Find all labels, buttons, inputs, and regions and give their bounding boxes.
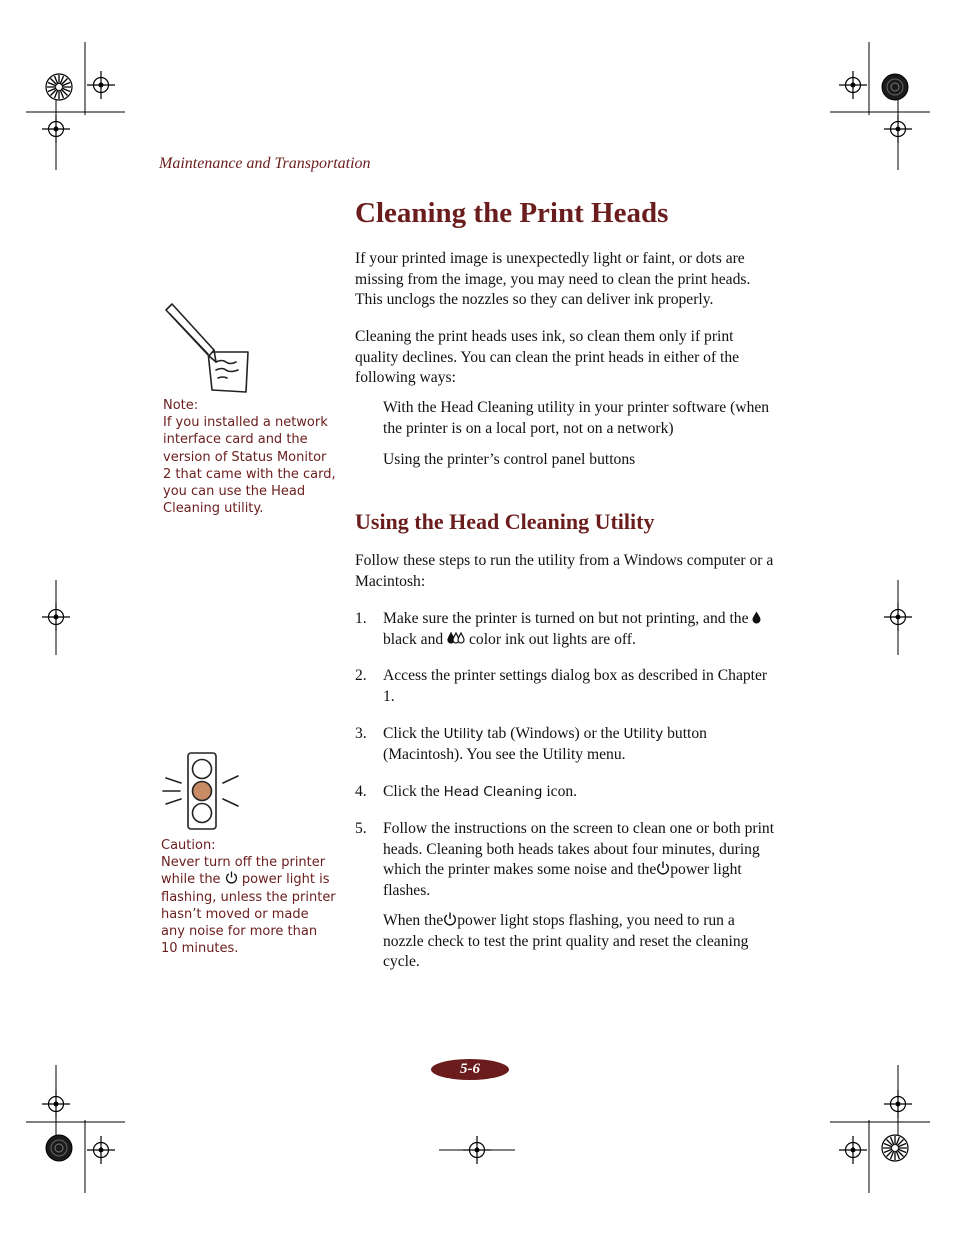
- step-3-part-c: button (Macintosh). You see the Utility menu.: [383, 725, 707, 763]
- way-item-1: With the Head Cleaning utility in your printer software (when the printer is on a local port, not on a network): [383, 399, 770, 437]
- section-heading: Using the Head Cleaning Utility: [355, 509, 655, 534]
- caution-text: [161, 854, 336, 957]
- step-number-3: 3.: [355, 725, 367, 742]
- step-4-part-a: Click the: [383, 783, 440, 800]
- note-label: Note:: [163, 398, 199, 413]
- power-icon: [656, 861, 670, 875]
- caution-part-a: Never turn off the printer while the: [161, 855, 326, 888]
- intro-paragraph-2: Cleaning the print heads uses ink, so clean them only if print quality declines. You can clean the print heads in either of the following ways:: [355, 328, 740, 386]
- step-4-part-b: icon.: [546, 783, 578, 800]
- step-5-part-b: power light flashes.: [383, 861, 742, 899]
- step-5-text: [383, 819, 778, 901]
- step-1-part-c: color ink out lights are off.: [469, 630, 636, 648]
- page-number-badge: 5-6: [431, 1059, 509, 1080]
- caution-part-b: power light is flashing, unless the printer hasn’t moved or made any noise for more than 10 minutes.: [161, 872, 336, 957]
- head-cleaning-icon-label: Head Cleaning: [443, 784, 543, 800]
- utility-tab-label: Utility: [443, 726, 484, 742]
- step-5-follow-up: [383, 911, 778, 973]
- step-3-text: [383, 724, 778, 765]
- utility-button-label: Utility: [623, 726, 664, 742]
- color-ink-drops-icon: [447, 632, 465, 645]
- step-5-follow-b: power light stops flashing, you need to run a nozzle check to test the print quality and reset the cleaning cycle.: [383, 912, 749, 970]
- step-5-part-a: Follow the instructions on the screen to clean one or both print heads. Cleaning both heads takes about four minutes, during which the printer makes some noise and the: [383, 820, 775, 878]
- step-1-text: [383, 609, 778, 650]
- step-number-4: 4.: [355, 783, 367, 800]
- step-2-text: Access the printer settings dialog box as described in Chapter 1.: [383, 667, 768, 705]
- section-intro: Follow these steps to run the utility from a Windows computer or a Macintosh:: [355, 552, 774, 590]
- caution-traffic-light-icon: [160, 750, 242, 832]
- note-text: If you installed a network interface card and the version of Status Monitor 2 that came with the card, you can use the Head Cleaning utility.: [163, 415, 336, 517]
- power-icon: [225, 871, 238, 884]
- note-sidebar: [163, 397, 338, 517]
- step-4-text: [383, 782, 778, 803]
- caution-sidebar: [161, 837, 336, 957]
- step-3-part-b: tab (Windows) or the: [487, 725, 620, 742]
- running-head: Maintenance and Transportation: [159, 155, 371, 172]
- way-item-2: Using the printer’s control panel buttons: [383, 451, 636, 468]
- step-5-follow-a: When the: [383, 912, 444, 929]
- intro-paragraph-1: If your printed image is unexpectedly light or faint, or dots are missing from the image, you may need to clean the print heads. This unclogs the nozzles so they can deliver ink properly.: [355, 250, 751, 308]
- step-1-part-b: black and: [383, 630, 444, 648]
- step-number-1: 1.: [355, 610, 367, 627]
- black-ink-drop-icon: [752, 611, 761, 624]
- step-number-2: 2.: [355, 667, 367, 684]
- note-pencil-icon: [160, 300, 255, 398]
- step-3-part-a: Click the: [383, 725, 440, 742]
- power-icon: [443, 912, 457, 926]
- page-title: Cleaning the Print Heads: [355, 197, 669, 229]
- step-number-5: 5.: [355, 820, 367, 837]
- caution-label: Caution:: [161, 838, 216, 853]
- step-1-part-a: Make sure the printer is turned on but not printing, and the: [383, 610, 749, 627]
